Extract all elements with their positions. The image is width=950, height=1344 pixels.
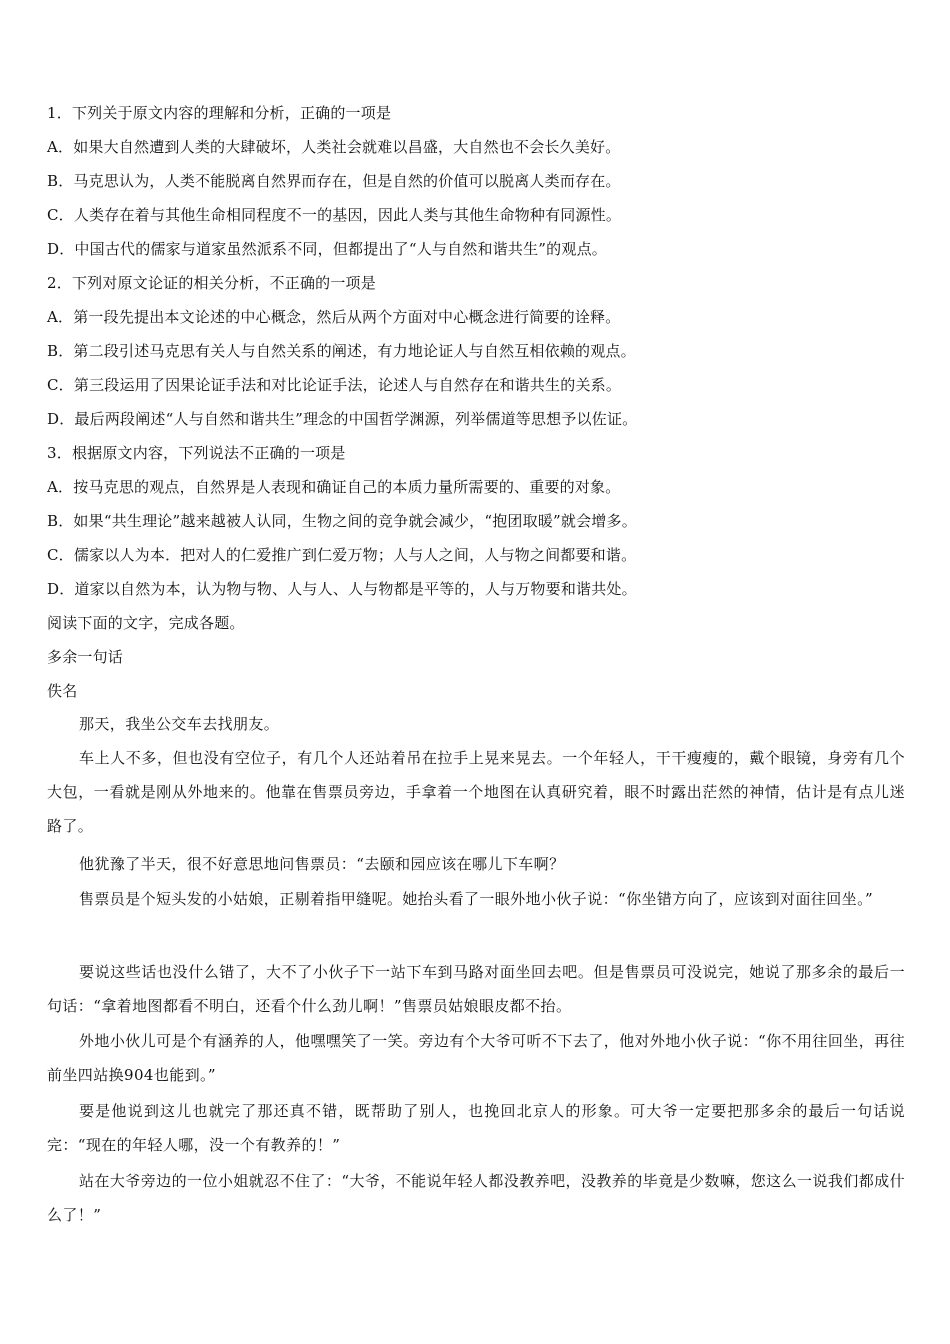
question-2-option-c: C．第三段运用了因果论证手法和对比论证手法，论述人与自然存在和谐共生的关系。 (47, 376, 622, 394)
reading-instruction: 阅读下面的文字，完成各题。 (47, 614, 245, 632)
question-1-option-d: D．中国古代的儒家与道家虽然派系不同，但都提出了“人与自然和谐共生”的观点。 (47, 240, 607, 258)
story-author: 佚名 (47, 682, 78, 700)
question-1-stem: 1．下列关于原文内容的理解和分析，正确的一项是 (47, 104, 392, 122)
question-3-option-b: B．如果“共生理论”越来越被人认同，生物之间的竞争就会减少，“抱团取暖”就会增多。 (47, 512, 637, 530)
story-paragraph-3: 他犹豫了半天，很不好意思地问售票员：“去颐和园应该在哪儿下车啊？ (79, 855, 565, 873)
story-paragraph-6: 外地小伙儿可是个有涵养的人，他嘿嘿笑了一笑。旁边有个大爷可听不下去了，他对外地小伙子说：“你不用往回坐，再往前坐四站换904也能到。” (47, 1032, 905, 1084)
question-3-option-c: C．儒家以人为本．把对人的仁爱推广到仁爱万物；人与人之间，人与物之间都要和谐。 (47, 546, 637, 564)
story-paragraph-2: 车上人不多，但也没有空位子，有几个人还站着吊在拉手上晃来晃去。一个年轻人，干干瘦瘦的，戴个眼镜，身旁有几个大包，一看就是刚从外地来的。他靠在售票员旁边，手拿着一个地图在认真研究着，眼不时露出茫然的神情，估计是有点儿迷路了。 (47, 749, 905, 835)
question-3-option-d: D．道家以自然为本，认为物与物、人与人、人与物都是平等的，人与万物要和谐共处。 (47, 580, 637, 598)
question-1-option-b: B．马克思认为，人类不能脱离自然界而存在，但是自然的价值可以脱离人类而存在。 (47, 172, 621, 190)
story-paragraph-7: 要是他说到这儿也就完了那还真不错，既帮助了别人，也挽回北京人的形象。可大爷一定要把那多余的最后一句话说完：“现在的年轻人哪，没一个有教养的！” (47, 1102, 905, 1154)
question-2-option-a: A．第一段先提出本文论述的中心概念，然后从两个方面对中心概念进行简要的诠释。 (47, 308, 621, 326)
question-3-stem: 3．根据原文内容，下列说法不正确的一项是 (47, 444, 346, 462)
question-1-option-a: A．如果大自然遭到人类的大肆破坏，人类社会就难以昌盛，大自然也不会长久美好。 (47, 138, 621, 156)
question-3-option-a: A．按马克思的观点，自然界是人表现和确证自己的本质力量所需要的、重要的对象。 (47, 478, 621, 496)
story-paragraph-5: 要说这些话也没什么错了，大不了小伙子下一站下车到马路对面坐回去吧。但是售票员可没说完，她说了那多余的最后一句话：“拿着地图都看不明白，还看个什么劲儿啊！”售票员姑娘眼皮都不抬。 (47, 963, 905, 1015)
question-2-option-b: B．第二段引述马克思有关人与自然关系的阐述，有力地论证人与自然互相依赖的观点。 (47, 342, 636, 360)
question-1-option-c: C．人类存在着与其他生命相同程度不一的基因，因此人类与其他生命物种有同源性。 (47, 206, 622, 224)
story-title: 多余一句话 (47, 648, 124, 666)
story-paragraph-4: 售票员是个短头发的小姑娘，正剔着指甲缝呢。她抬头看了一眼外地小伙子说：“你坐错方向了，应该到对面往回坐。” (79, 890, 874, 908)
question-2-option-d: D．最后两段阐述“人与自然和谐共生”理念的中国哲学渊源，列举儒道等思想予以佐证。 (47, 410, 638, 428)
question-2-stem: 2．下列对原文论证的相关分析，不正确的一项是 (47, 274, 376, 292)
story-paragraph-1: 那天，我坐公交车去找朋友。 (79, 715, 280, 733)
story-paragraph-8: 站在大爷旁边的一位小姐就忍不住了：“大爷，不能说年轻人都没教养吧，没教养的毕竟是少数嘛，您这么一说我们都成什么了！” (47, 1172, 905, 1224)
